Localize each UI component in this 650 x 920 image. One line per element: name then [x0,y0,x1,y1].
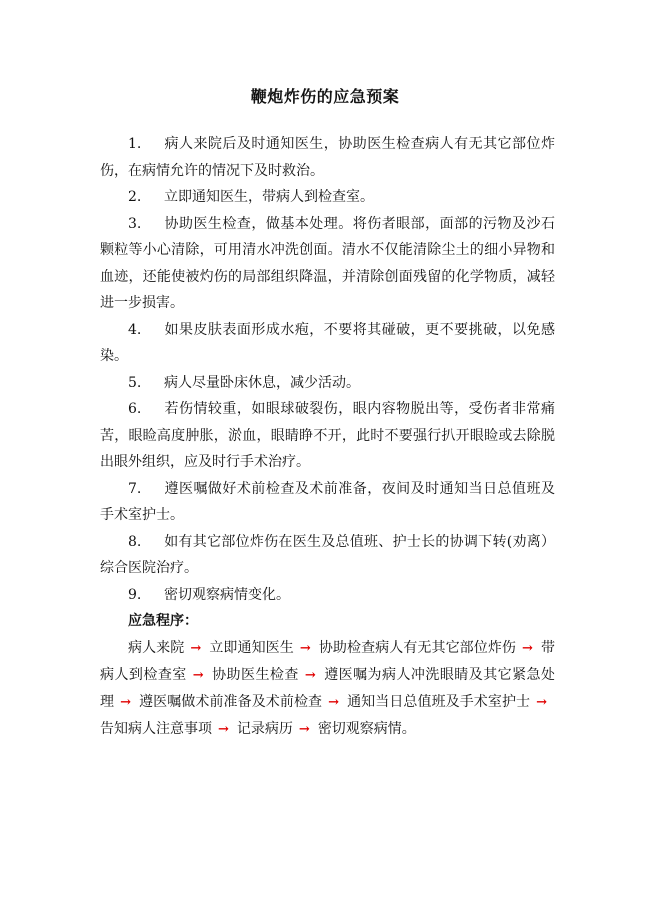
procedure-step: 病人来院 [128,639,185,656]
procedure-step: 立即通知医生 [209,639,294,656]
list-item-text: 若伤情较重，如眼球破裂伤，眼内容物脱出等，受伤者非常痛苦，眼睑高度肿胀，淤血，眼睛睁不开，此时不要强行扒开眼睑或去除脱出眼外组织，应及时行手术治疗。 [100,401,555,470]
list-item-text: 如有其它部位炸伤在医生及总值班、护士长的协调下转(劝离）综合医院治疗。 [100,533,555,576]
list-item-number: 7. [128,480,142,497]
list-item-number: 1. [128,136,142,152]
procedure-step: 记录病历 [236,720,293,737]
arrow-right-icon: → [120,694,131,710]
list-item-number: 6. [128,401,142,417]
arrow-right-icon: → [218,721,229,737]
list-item [100,529,555,582]
procedure-step: 协助检查病人有无其它部位炸伤 [318,639,517,656]
list-item [100,370,555,397]
arrow-right-icon: → [192,667,204,683]
list-item-number: 4. [128,321,142,338]
list-item-text: 病人尽量卧床休息，减少活动。 [164,374,360,391]
list-item [100,184,555,211]
list-item-number: 9. [128,586,142,603]
procedure-step: 带病人到检查室 [100,639,556,683]
numbered-list [100,131,555,608]
list-item [100,476,555,529]
list-item-text: 病人来院后及时通知医生，协助医生检查病人有无其它部位炸伤，在病情允许的情况下及时救治。 [100,136,555,179]
document-title: 鞭炮炸伤的应急预案 [250,87,400,106]
list-item-number: 5. [128,374,142,391]
list-item-number: 8. [128,533,142,550]
list-item-number: 3. [128,215,142,232]
list-item [100,582,555,609]
arrow-right-icon: → [536,694,548,710]
list-item [100,396,555,476]
procedure-heading: 应急程序： [128,613,198,629]
procedure-step: 协助医生检查 [211,666,299,683]
arrow-right-icon: → [190,640,202,656]
procedure-step: 密切观察病情。 [317,720,416,737]
procedure-step: 遵医嘱为病人冲洗眼睛及其它紧急处理 [100,666,556,710]
list-item-text: 密切观察病情变化。 [164,586,290,603]
document-body [100,131,555,743]
arrow-right-icon: → [328,694,340,710]
procedure-step: 遵医嘱做术前准备及术前检查 [139,693,323,710]
arrow-right-icon: → [298,721,310,737]
arrow-right-icon: → [522,640,533,656]
procedure-step: 告知病人注意事项 [100,720,212,737]
arrow-right-icon: → [299,640,311,656]
list-item-number: 2. [128,189,142,205]
arrow-right-icon: → [304,667,316,683]
list-item-text: 立即通知医生，带病人到检查室。 [164,189,374,205]
list-item-text: 如果皮肤表面形成水疱，不要将其碰破，更不要挑破，以免感染。 [100,321,555,364]
procedure-flow [100,635,555,743]
procedure-step: 通知当日总值班及手术室护士 [347,693,531,710]
list-item [100,317,555,370]
list-item-text: 遵医嘱做好术前检查及术前准备，夜间及时通知当日总值班及手术室护士。 [100,480,555,523]
list-item [100,211,555,317]
list-item-text: 协助医生检查，做基本处理。将伤者眼部，面部的污物及沙石颗粒等小心清除，可用清水冲洗创面。清水不仅能清除尘土的细小异物和血迹，还能使被灼伤的局部组织降温，并清除创面残留的化学物质，减轻进一步损害。 [100,215,555,311]
list-item [100,131,555,184]
